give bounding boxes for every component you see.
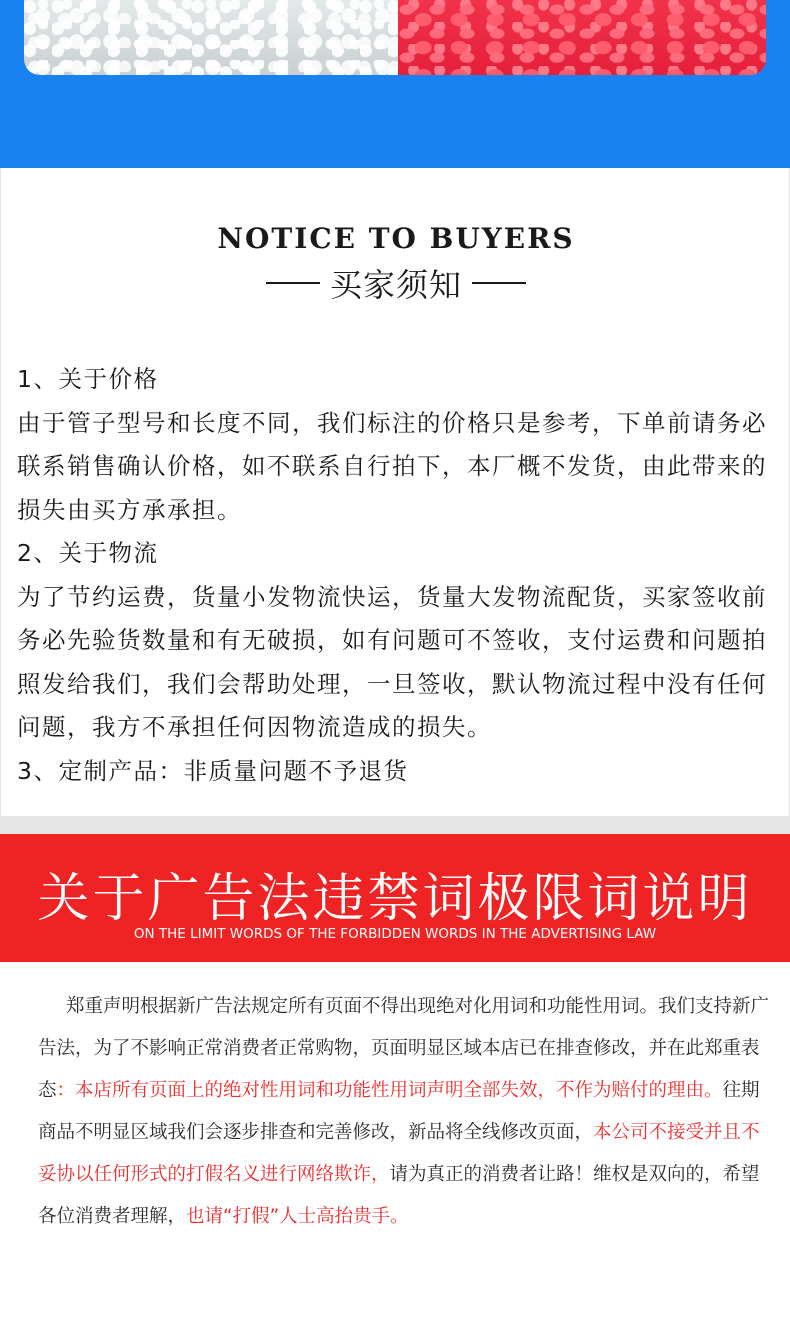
- title-dash-right: [472, 282, 526, 284]
- statement-text: 请为真正的消费者让路！维权是双向的，希望各位消费者理解，: [38, 1164, 760, 1227]
- clear-pellets-image: [24, 0, 398, 75]
- notice-body: [17, 358, 779, 793]
- notice-text-price: 由于管子型号和长度不同，我们标注的价格只是参考，下单前请务必联系销售确认价格，如不联系自行拍下，本厂概不发货，由此带来的损失由买方承承担。: [17, 408, 767, 524]
- notice-title-row: [1, 260, 790, 306]
- notice-title-en: NOTICE TO BUYERS: [217, 222, 575, 255]
- statement-text: 往期商品不明显区域我们会逐步排查和完善修改，新品将全线修改页面，: [38, 1080, 760, 1143]
- section-divider: [0, 816, 790, 834]
- title-dash-left: [266, 282, 320, 284]
- notice-text-logistics: 为了节约运费，货量小发物流快运，货量大发物流配货，买家签收前务必先验货数量和有无破损，如有问题可不签收，支付运费和问题拍照发给我们，我们会帮助处理，一旦签收，默认物流过程中没有任何问题，我方不承担任何因物流造成的损失。: [17, 582, 767, 741]
- notice-section: [0, 168, 790, 816]
- ad-law-title-cn: 关于广告法违禁词极限词说明: [37, 869, 753, 929]
- notice-heading-price: 1、关于价格: [17, 365, 159, 393]
- notice-heading-custom: 3、定制产品：非质量问题不予退货: [17, 756, 409, 785]
- ad-law-title-en: ON THE LIMIT WORDS OF THE FORBIDDEN WORDS IN THE ADVERTISING LAW: [133, 926, 657, 942]
- product-banner: [0, 0, 790, 168]
- pellet-photo: [24, 0, 766, 75]
- notice-title-cn: 买家须知: [329, 266, 462, 304]
- ad-law-statement: [38, 986, 770, 1238]
- ad-law-banner: [0, 834, 790, 962]
- ad-law-paragraph: [38, 986, 770, 1238]
- statement-text: 郑重声明根据新广告法规定所有页面不得出现绝对化用词和功能性用词。我们支持新广告法，为了不影响正常消费者正常购物，页面明显区域本店已在排查修改，并在此郑重表态: [38, 996, 770, 1101]
- red-pellets-image: [398, 0, 766, 75]
- statement-highlight: ：本店所有页面上的绝对性用词和功能性用词声明全部失效，不作为赔付的理由。: [56, 1080, 723, 1101]
- statement-highlight: 本公司不接受并且不妥协以任何形式的打假名义进行网络欺诈，: [38, 1122, 760, 1185]
- statement-highlight: 也请“打假”人士高抬贵手。: [186, 1206, 409, 1227]
- notice-heading-logistics: 2、关于物流: [17, 539, 159, 567]
